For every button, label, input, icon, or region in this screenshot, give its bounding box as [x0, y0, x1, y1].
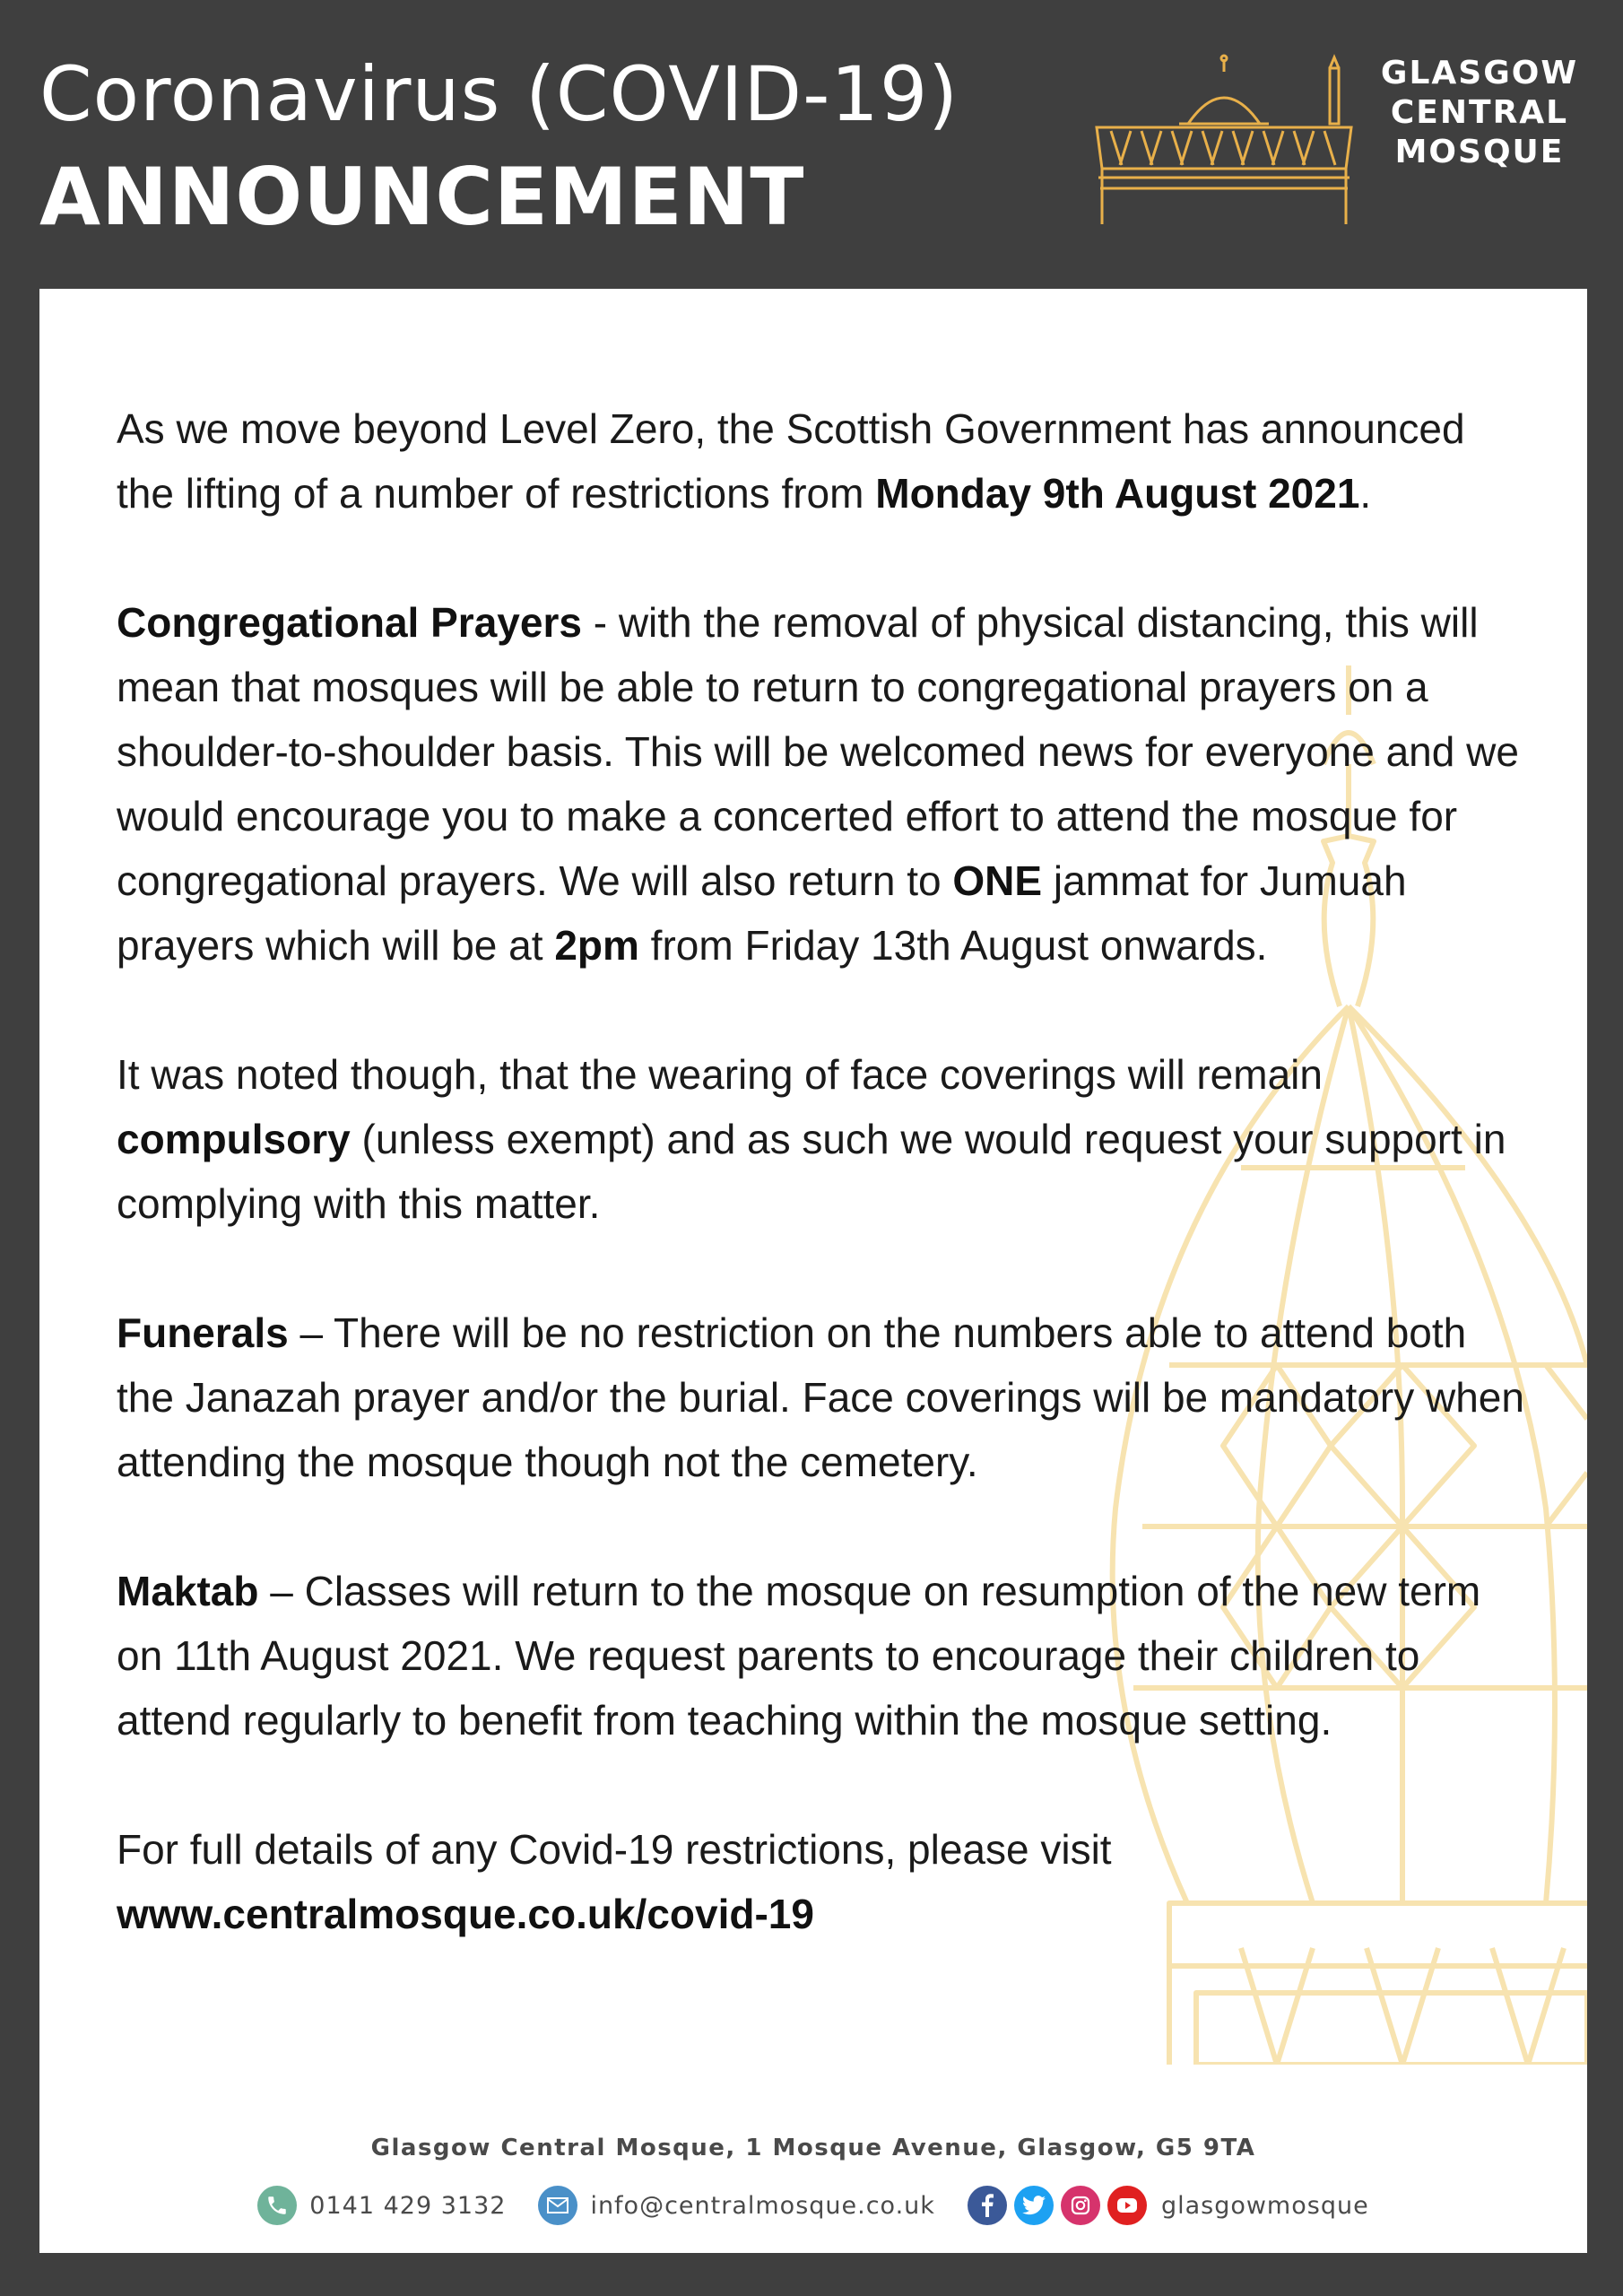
youtube-icon[interactable]	[1107, 2186, 1147, 2225]
header	[0, 0, 1623, 289]
twitter-icon[interactable]	[1014, 2186, 1054, 2225]
details-paragraph: For full details of any Covid-19 restrictions, please visit www.centralmosque.co.uk/covid-19	[117, 1826, 1112, 1937]
phone-number: 0141 429 3132	[309, 2191, 507, 2220]
prayers-paragraph: Congregational Prayers - with the removal of physical distancing, this will mean that mosques will be able to return to congregational prayers on a shoulder-to-shoulder basis. This will be welcomed news for everyone and we would encourage you to make a concerted effort to attend the mosque for congregational prayers. We will also return to ONE jammat for Jumuah prayers which will be at 2pm from Friday 13th August onwards.	[117, 599, 1519, 969]
email-icon	[538, 2186, 577, 2225]
announcement-card	[39, 289, 1587, 2253]
instagram-icon[interactable]	[1061, 2186, 1100, 2225]
footer-address: Glasgow Central Mosque, 1 Mosque Avenue, Glasgow, G5 9TA	[370, 2135, 1256, 2161]
intro-paragraph: As we move beyond Level Zero, the Scottish Government has announced the lifting of a number of restrictions from Monday 9th August 2021.	[117, 405, 1465, 517]
mosque-logo-icon	[1089, 54, 1358, 233]
email-contact[interactable]	[538, 2186, 935, 2225]
announcement-body	[117, 396, 1533, 2011]
logo-line: CENTRAL	[1390, 94, 1569, 131]
email-address: info@centralmosque.co.uk	[590, 2191, 935, 2220]
covid-info-link[interactable]: www.centralmosque.co.uk/covid-19	[117, 1891, 814, 1937]
funerals-heading: Funerals	[117, 1309, 289, 1356]
maktab-paragraph: Maktab – Classes will return to the mosque on resumption of the new term on 11th August 2021. We request parents to encourage their children to attend regularly to benefit from teaching within the mosque setting.	[117, 1568, 1481, 1744]
footer-contacts	[39, 2183, 1587, 2228]
page-title-line2: ANNOUNCEMENT	[39, 151, 805, 243]
effective-date: Monday 9th August 2021	[875, 470, 1360, 517]
face-coverings-paragraph: It was noted though, that the wearing of face coverings will remain compulsory (unless exempt) and as such we would request your support in complying with this matter.	[117, 1051, 1506, 1227]
social-links	[968, 2186, 1369, 2225]
maktab-heading: Maktab	[117, 1568, 259, 1614]
phone-contact[interactable]	[257, 2186, 506, 2225]
page-title-line1: Coronavirus (COVID-19)	[39, 50, 959, 138]
phone-icon	[257, 2186, 297, 2225]
funerals-paragraph: Funerals – There will be no restriction on the numbers able to attend both the Janazah prayer and/or the burial. Face coverings will be mandatory when attending the mosque though not the cemetery.	[117, 1309, 1524, 1485]
facebook-icon[interactable]	[968, 2186, 1007, 2225]
logo-line: GLASGOW	[1380, 55, 1579, 91]
social-handle: glasgowmosque	[1160, 2191, 1369, 2220]
jumuah-time: 2pm	[554, 922, 639, 969]
logo-text	[1363, 54, 1596, 172]
prayers-heading: Congregational Prayers	[117, 599, 582, 646]
logo-line: MOSQUE	[1394, 134, 1565, 170]
